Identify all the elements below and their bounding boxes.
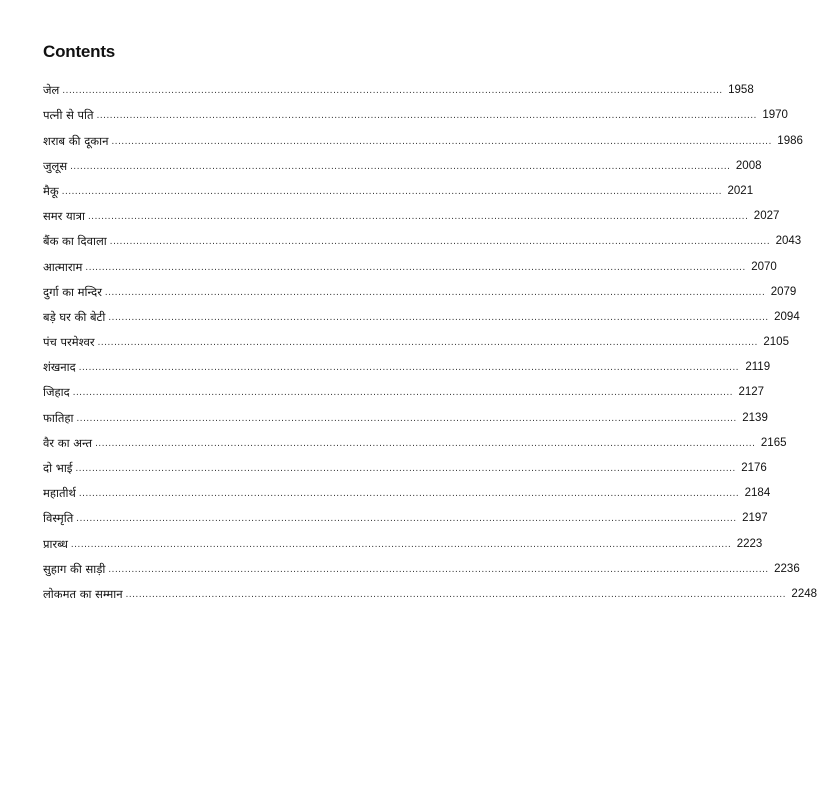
dot-leader: ........................................................................................................................................................................................................ (108, 564, 769, 575)
dot-leader: ........................................................................................................................................................................................................ (111, 136, 772, 147)
toc-entry[interactable] (43, 324, 789, 350)
toc-entry-page-number: 2079 (770, 285, 797, 298)
toc-entry-page-number: 2027 (753, 210, 780, 223)
toc-entry-page-number: 2127 (738, 386, 765, 399)
toc-entry-page-number: 2105 (763, 336, 789, 349)
toc-entry-page-number: 2248 (791, 587, 817, 600)
toc-entry[interactable] (43, 72, 754, 98)
toc-entry-title: प्रारब्ध (43, 536, 68, 551)
toc-entry-title: विस्मृति (43, 511, 74, 526)
dot-leader: ........................................................................................................................................................................................................ (70, 161, 731, 172)
dot-leader: ........................................................................................................................................................................................................ (96, 111, 757, 122)
toc-entry-page-number: 2043 (775, 235, 802, 248)
dot-leader: ........................................................................................................................................................................................................ (78, 489, 740, 500)
dot-leader: ........................................................................................................................................................................................................ (75, 464, 736, 474)
toc-entry-page-number: 1958 (728, 84, 754, 97)
dot-leader: ........................................................................................................................................................................................................ (76, 514, 737, 525)
toc-entry[interactable] (43, 425, 787, 450)
toc-entry-page-number: 2021 (727, 184, 754, 197)
toc-entry[interactable] (43, 173, 754, 198)
toc-entry-title: जुलूस (43, 158, 68, 173)
dot-leader: ........................................................................................................................................................................................................ (62, 86, 723, 97)
page-title: Contents (43, 42, 116, 61)
toc-entry[interactable] (43, 97, 788, 123)
toc-entry-title: लोकमत का सम्मान (43, 586, 123, 601)
toc-entry-title: महातीर्थ (43, 486, 76, 501)
toc-entry-title: वैर का अन्त (43, 435, 93, 450)
toc-entry[interactable] (43, 551, 800, 576)
dot-leader: ........................................................................................................................................................................................................ (108, 312, 769, 323)
toc-entry-page-number: 2094 (774, 310, 800, 323)
dot-leader: ........................................................................................................................................................................................................ (109, 237, 771, 248)
toc-entry-title: सुहाग की साड़ी (43, 561, 106, 576)
toc-entry-title: फातिहा (43, 410, 74, 425)
toc-entry[interactable] (43, 450, 767, 475)
toc-entry[interactable] (43, 525, 763, 551)
toc-entry-title: दो भाई (43, 461, 73, 475)
toc-entry-title: बैंक का दिवाला (43, 234, 107, 249)
toc-entry[interactable] (43, 148, 762, 173)
toc-entry-page-number: 2119 (745, 361, 771, 374)
toc-entry[interactable] (43, 349, 771, 375)
toc-entry-page-number: 2139 (742, 411, 768, 424)
toc-entry-title: जेल (43, 83, 60, 98)
toc-entry-title: दुर्गा का मन्दिर (43, 284, 102, 299)
dot-leader: ........................................................................................................................................................................................................ (97, 338, 758, 349)
toc-entry-title: बड़े घर की बेटी (43, 309, 106, 324)
toc-entry-page-number: 2070 (751, 260, 777, 273)
toc-entry[interactable] (43, 399, 768, 425)
toc-entry-page-number: 2176 (741, 462, 767, 474)
toc-entry-title: शराब की दूकान (43, 133, 109, 148)
toc-entry-page-number: 2184 (744, 487, 771, 500)
dot-leader: ........................................................................................................................................................................................................ (95, 438, 756, 449)
dot-leader: ........................................................................................................................................................................................................ (72, 388, 734, 399)
dot-leader: ........................................................................................................................................................................................................ (78, 363, 740, 374)
table-of-contents (43, 72, 817, 601)
toc-entry-page-number: 2197 (742, 512, 768, 525)
toc-entry-page-number: 2008 (735, 159, 762, 172)
toc-entry[interactable] (43, 122, 803, 148)
toc-entry-page-number: 2165 (760, 436, 787, 449)
toc-entry-page-number: 2236 (774, 562, 800, 575)
toc-entry-page-number: 1986 (777, 134, 803, 147)
toc-entry-title: समर यात्रा (43, 209, 85, 224)
toc-entry[interactable] (43, 475, 771, 501)
toc-entry[interactable] (43, 223, 802, 249)
dot-leader: ........................................................................................................................................................................................................ (70, 539, 732, 550)
dot-leader: ........................................................................................................................................................................................................ (61, 186, 723, 197)
dot-leader: ........................................................................................................................................................................................................ (104, 287, 766, 298)
toc-entry-title: आत्माराम (43, 259, 83, 274)
toc-entry[interactable] (43, 500, 768, 526)
toc-entry-title: जिहाद (43, 385, 70, 400)
toc-entry[interactable] (43, 198, 780, 224)
toc-entry-title: पत्नी से पति (43, 108, 94, 123)
toc-entry[interactable] (43, 576, 817, 601)
toc-entry[interactable] (43, 374, 765, 400)
toc-entry-page-number: 2223 (736, 537, 763, 550)
toc-entry-title: मैकू (43, 183, 59, 198)
toc-entry[interactable] (43, 274, 797, 299)
toc-entry-title: शंखनाद (43, 360, 76, 375)
dot-leader: ........................................................................................................................................................................................................ (76, 413, 737, 424)
toc-entry-title: पंच परमेश्वर (43, 335, 95, 350)
toc-entry-page-number: 1970 (762, 109, 788, 122)
toc-entry[interactable] (43, 248, 777, 274)
toc-entry[interactable] (43, 299, 800, 324)
dot-leader: ........................................................................................................................................................................................................ (85, 262, 746, 273)
dot-leader: ........................................................................................................................................................................................................ (88, 212, 749, 223)
dot-leader: ........................................................................................................................................................................................................ (125, 589, 787, 600)
